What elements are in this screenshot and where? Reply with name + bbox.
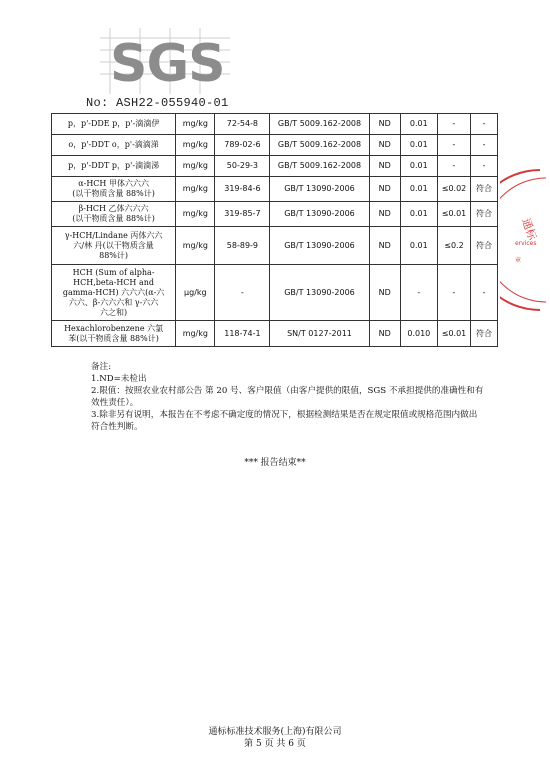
- cell-item: β-HCH 乙体六六六 (以干物质含量 88%计): [52, 202, 176, 227]
- cell-cas: 319-85-7: [215, 202, 270, 227]
- cell-item: p，p'-DDE p，p'-滴滴伊: [52, 114, 176, 135]
- cell-unit: mg/kg: [176, 177, 215, 202]
- cell-unit: mg/kg: [176, 202, 215, 227]
- cell-conclusion: 符合: [471, 177, 498, 202]
- table-row: [52, 156, 498, 177]
- cell-method: SN/T 0127-2011: [270, 321, 369, 347]
- note-line: 3.除非另有说明，本报告在不考虑不确定度的情况下，根据检测结果是否在规定限值或规格范围内做出: [91, 410, 478, 420]
- table-row: [52, 321, 498, 347]
- cell-mdl: 0.01: [400, 177, 437, 202]
- sgs-logo: [100, 28, 230, 102]
- svg-text:ervices: ervices: [515, 240, 537, 247]
- note-line: 1.ND=未检出: [91, 374, 147, 384]
- cell-limit: ≤0.01: [437, 202, 470, 227]
- cell-mdl: 0.01: [400, 114, 437, 135]
- note-line: 2.限值：按照农业农村部公告 第 20 号、客户限值（由客户提供的限值，SGS 不承担提供的准确性和有: [91, 386, 484, 396]
- cell-conclusion: 符合: [471, 227, 498, 265]
- cell-unit: mg/kg: [176, 321, 215, 347]
- report-number: No: ASH22-055940-01: [86, 96, 229, 110]
- cell-mdl: 0.01: [400, 135, 437, 156]
- cell-conclusion: 符合: [471, 202, 498, 227]
- note-line: 符合性判断。: [91, 422, 143, 432]
- cell-conclusion: -: [471, 265, 498, 321]
- cell-unit: mg/kg: [176, 135, 215, 156]
- table-row: [52, 135, 498, 156]
- cell-item: γ-HCH/Lindane 丙体六六 六/林 丹(以干物质含量 88%计): [52, 227, 176, 265]
- cell-mdl: 0.01: [400, 227, 437, 265]
- cell-item: HCH (Sum of alpha- HCH,beta-HCH and gamma-HCH) 六六六(α-六 六六、β-六六六和 γ-六六 六之和): [52, 265, 176, 321]
- svg-text:通标: 通标: [519, 216, 539, 242]
- footer-page-number: 第 5 页 共 6 页: [244, 739, 306, 749]
- footer-company: 通标标准技术服务(上海)有限公司: [208, 727, 342, 737]
- cell-cas: 118-74-1: [215, 321, 270, 347]
- cell-unit: mg/kg: [176, 114, 215, 135]
- cell-unit: μg/kg: [176, 265, 215, 321]
- cell-result: ND: [369, 265, 400, 321]
- cell-result: ND: [369, 227, 400, 265]
- cell-result: ND: [369, 114, 400, 135]
- cell-conclusion: -: [471, 156, 498, 177]
- notes-section: [91, 361, 501, 433]
- cell-cas: -: [215, 265, 270, 321]
- cell-unit: mg/kg: [176, 227, 215, 265]
- note-line: 效性责任）。: [91, 398, 139, 408]
- cell-limit: -: [437, 156, 470, 177]
- cell-conclusion: 符合: [471, 321, 498, 347]
- cell-item: Hexachlorobenzene 六氯 苯(以干物质含量 88%计): [52, 321, 176, 347]
- cell-cas: 319-84-6: [215, 177, 270, 202]
- cell-cas: 72-54-8: [215, 114, 270, 135]
- cell-item: p，p'-DDT p，p'-滴滴涕: [52, 156, 176, 177]
- cell-limit: -: [437, 135, 470, 156]
- svg-text:章: 章: [515, 257, 522, 264]
- notes-title: 备注:: [91, 362, 112, 372]
- cell-cas: 58-89-9: [215, 227, 270, 265]
- cell-method: GB/T 5009.162-2008: [270, 135, 369, 156]
- cell-conclusion: -: [471, 135, 498, 156]
- page-footer: [0, 726, 550, 750]
- cell-result: ND: [369, 135, 400, 156]
- cell-mdl: 0.01: [400, 202, 437, 227]
- cell-cas: 789-02-6: [215, 135, 270, 156]
- table-row: [52, 227, 498, 265]
- cell-unit: mg/kg: [176, 156, 215, 177]
- cell-mdl: 0.010: [400, 321, 437, 347]
- cell-result: ND: [369, 177, 400, 202]
- cell-limit: ≤0.01: [437, 321, 470, 347]
- cell-limit: ≤0.02: [437, 177, 470, 202]
- cell-method: GB/T 5009.162-2008: [270, 156, 369, 177]
- table-row: [52, 177, 498, 202]
- table-row: [52, 265, 498, 321]
- cell-conclusion: -: [471, 114, 498, 135]
- cell-item: o，p'-DDT o，p'-滴滴涕: [52, 135, 176, 156]
- cell-item: α-HCH 甲体六六六 (以干物质含量 88%计): [52, 177, 176, 202]
- cell-method: GB/T 13090-2006: [270, 177, 369, 202]
- company-seal-stamp: [500, 160, 550, 320]
- cell-mdl: 0.01: [400, 156, 437, 177]
- cell-method: GB/T 5009.162-2008: [270, 114, 369, 135]
- cell-method: GB/T 13090-2006: [270, 227, 369, 265]
- end-of-report: *** 报告结束**: [244, 458, 306, 468]
- cell-limit: -: [437, 114, 470, 135]
- cell-method: GB/T 13090-2006: [270, 202, 369, 227]
- cell-mdl: -: [400, 265, 437, 321]
- table-row: [52, 202, 498, 227]
- cell-result: ND: [369, 202, 400, 227]
- cell-limit: -: [437, 265, 470, 321]
- cell-result: ND: [369, 321, 400, 347]
- results-table: [51, 113, 498, 347]
- cell-limit: ≤0.2: [437, 227, 470, 265]
- sgs-logo-text: SGS: [110, 34, 225, 94]
- cell-cas: 50-29-3: [215, 156, 270, 177]
- cell-result: ND: [369, 156, 400, 177]
- table-row: [52, 114, 498, 135]
- cell-method: GB/T 13090-2006: [270, 265, 369, 321]
